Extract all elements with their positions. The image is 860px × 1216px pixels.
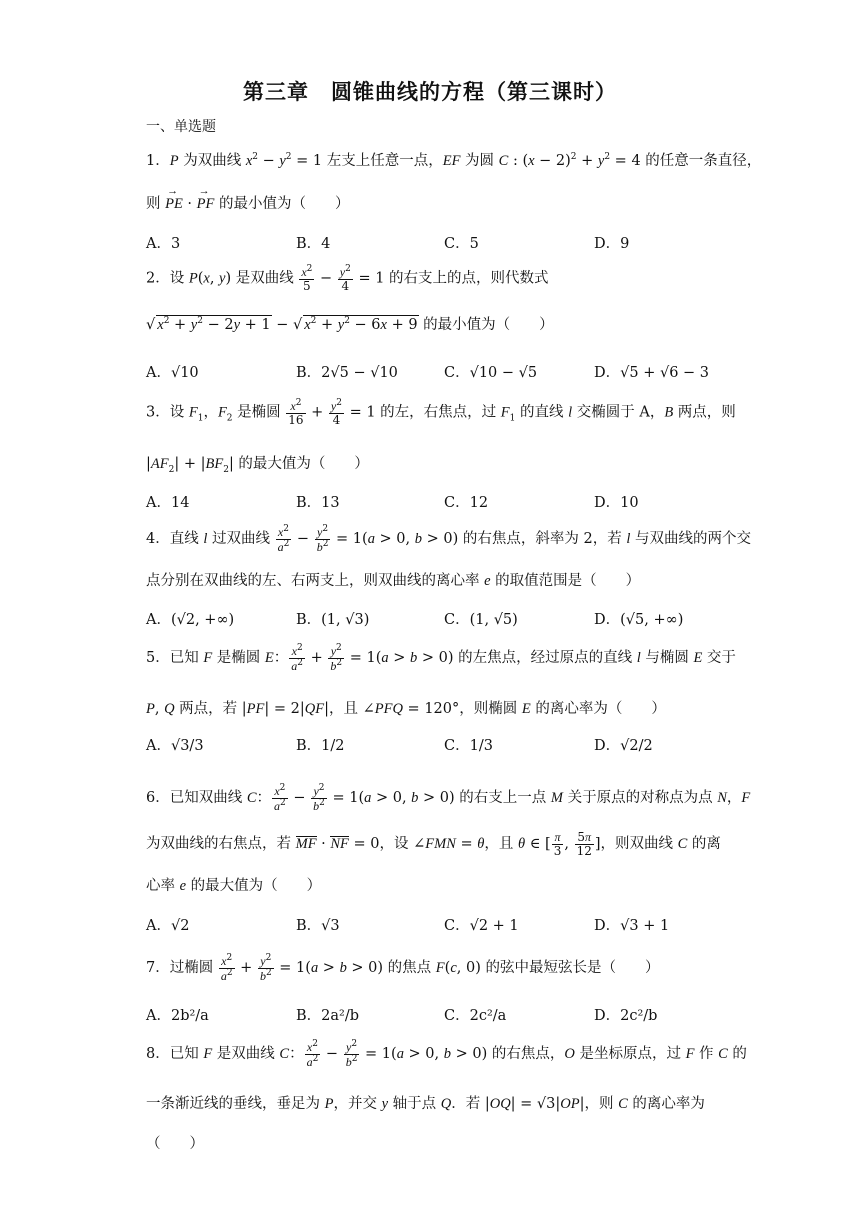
q4-line1: 4．直线 l 过双曲线 $\frac{x^2}{a^2}$ − $\frac{y^2}{b^2}$ = 1(a > 0, b > 0) 的右焦点，斜率为 2，若 l 与双曲线的两个交 [146,524,751,554]
q3-options [146,491,746,519]
section-heading: 一、单选题 [146,119,216,135]
q1-option-c[interactable]: C．5 [444,236,479,252]
q3-option-c[interactable]: C．12 [444,495,489,511]
q2-line1: 2．设 P(x, y) 是双曲线 $\frac{x^2}{5}$ − $\frac{y^2}{4}$ = 1 的右支上的点，则代数式 [146,264,549,293]
q6-option-c[interactable]: C．√2 + 1 [444,918,519,934]
q7-line1: 7．过椭圆 $\frac{x^2}{a^2}$ + $\frac{y^2}{b^2}$ = 1(a > b > 0) 的焦点 F(c, 0) 的弦中最短弦长是（ ） [146,953,660,983]
q5-option-d[interactable]: D．√2/2 [594,738,653,754]
q5-line2: P, Q 两点，若 |PF| = 2|QF|，且 ∠PFQ = 120°，则椭圆 E 的离心率为（ ） [146,701,666,717]
q6-line2: 为双曲线的右焦点，若 MF · NF = 0，设 ∠FMN = θ，且 θ ∈ [ $\frac{\pi}{3}$ , $\frac{5\pi}{12}$ ]，则双曲线 C 的离 [146,830,721,858]
q7-options [146,1004,746,1032]
q6-line3: 心率 e 的最大值为（ ） [146,878,322,894]
q6-option-a[interactable]: A．√2 [146,918,190,934]
q4-options [146,608,746,636]
q1-options [146,232,746,260]
q7-option-b[interactable]: B．2a²/b [296,1008,360,1024]
q1-option-a[interactable]: A．3 [146,236,181,252]
q8-line2: 一条渐近线的垂线，垂足为 P，并交 y 轴于点 Q．若 |OQ| = √3|OP|，则 C 的离心率为 [146,1096,705,1112]
q2-line2: √ $x^2 + y^2 - 2y + 1$ − √ $x^2 + y^2 - 6x + 9$ 的最小值为（ ） [146,316,554,333]
q4-line2: 点分别在双曲线的左、右两支上，则双曲线的离心率 e 的取值范围是（ ） [146,573,641,589]
q2-options [146,361,746,389]
q2-option-a[interactable]: A．√10 [146,365,199,381]
q7-option-a[interactable]: A．2b²/a [146,1008,209,1024]
q2-option-c[interactable]: C．√10 − √5 [444,365,538,381]
q1-option-d[interactable]: D．9 [594,236,630,252]
q1-line2: 则 → PE · → PF 的最小值为（ ） [146,192,349,213]
q5-options [146,734,746,762]
q7-option-d[interactable]: D．2c²/b [594,1008,658,1024]
q3-option-a[interactable]: A．14 [146,495,190,511]
q1-option-b[interactable]: B．4 [296,236,331,252]
q8-line3: （ ） [146,1136,204,1152]
q3-option-d[interactable]: D．10 [594,495,639,511]
q3-option-b[interactable]: B．13 [296,495,340,511]
q4-option-a[interactable]: A．(√2, +∞) [146,612,235,628]
q4-option-b[interactable]: B．(1, √3) [296,612,370,628]
q3-line2: $|AF_2| + |BF_2|$ 的最大值为（ ） [146,456,369,475]
q2-option-d[interactable]: D．√5 + √6 − 3 [594,365,710,381]
q5-option-b[interactable]: B．1/2 [296,738,345,754]
q6-option-d[interactable]: D．√3 + 1 [594,918,670,934]
q5-line1: 5．已知 F 是椭圆 E： $\frac{x^2}{a^2}$ + $\frac{y^2}{b^2}$ = 1(a > b > 0) 的左焦点，经过原点的直线 l 与椭圆 E 交于 [146,643,736,673]
q1-line1: 1．P 为双曲线 $x^2 - y^2 = 1$ 左支上任意一点，EF 为圆 C : $(x - 2)^2 + y^2 = 4$ 的任意一条直径， [146,152,762,169]
q5-option-a[interactable]: A．√3/3 [146,738,204,754]
q4-option-c[interactable]: C．(1, √5) [444,612,518,628]
q2-option-b[interactable]: B．2√5 − √10 [296,365,398,381]
q6-option-b[interactable]: B．√3 [296,918,340,934]
q5-option-c[interactable]: C．1/3 [444,738,493,754]
q6-options [146,914,746,942]
q3-line1: 3．设 $F_1$，$F_2$ 是椭圆 $\frac{x^2}{16}$ + $\frac{y^2}{4}$ = 1 的左，右焦点，过 $F_1$ 的直线 l 交椭圆于 A，B 两点，则 [146,398,736,427]
q6-line1: 6．已知双曲线 C： $\frac{x^2}{a^2}$ − $\frac{y^2}{b^2}$ = 1(a > 0, b > 0) 的右支上一点 M 关于原点的对称点为点 N，F [146,783,751,813]
q8-line1: 8．已知 F 是双曲线 C： $\frac{x^2}{a^2}$ − $\frac{y^2}{b^2}$ = 1(a > 0, b > 0) 的右焦点，O 是坐标原点，过 F 作 C 的 [146,1039,747,1069]
q7-option-c[interactable]: C．2c²/a [444,1008,507,1024]
page-title: 第三章 圆锥曲线的方程（第三课时） [243,80,617,104]
q4-option-d[interactable]: D．(√5, +∞) [594,612,684,628]
